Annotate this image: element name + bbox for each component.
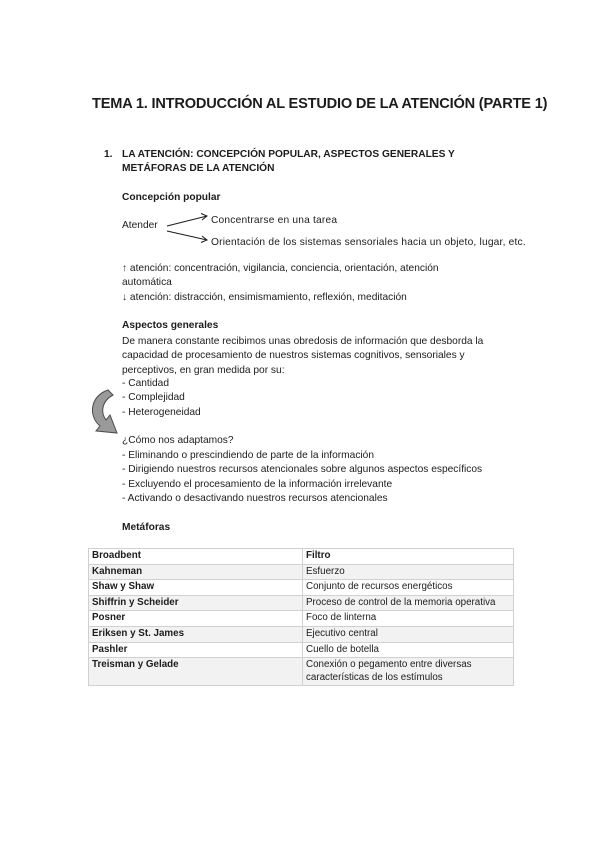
causes-list (122, 377, 201, 420)
table-row (89, 611, 514, 627)
up-line: automática (122, 277, 172, 289)
list-item: - Complejidad (122, 392, 185, 404)
table-cell: Conjunto de recursos energéticos (303, 580, 514, 596)
table-row (89, 595, 514, 611)
table-cell: Shaw y Shaw (89, 580, 303, 596)
up-line: ↑ atención: concentración, vigilancia, conciencia, orientación, atención (122, 263, 439, 274)
page-title: TEMA 1. INTRODUCCIÓN AL ESTUDIO DE LA ATENCIÓN (PARTE 1) (92, 96, 548, 112)
adaptation-question (122, 434, 234, 448)
branch-2: Orientación de los sistemas sensoriales hacia un objeto, lugar, etc. (211, 237, 526, 248)
list-item: - Activando o desactivando nuestros recursos atencionales (122, 493, 388, 505)
para-line: De manera constante recibimos unas obredosis de información que desborda la (122, 336, 484, 347)
table-cell: Kahneman (89, 564, 303, 580)
section-number: 1. (104, 149, 113, 160)
branch-arrows-icon (164, 210, 214, 246)
branch-1: Concentrarse en una tarea (211, 215, 338, 226)
table-cell: Pashler (89, 642, 303, 658)
table-cell: Eriksen y St. James (89, 626, 303, 642)
table-cell: Posner (89, 611, 303, 627)
question: ¿Cómo nos adaptamos? (122, 435, 234, 446)
atencion-down (122, 291, 407, 305)
table-cell: Cuello de botella (303, 642, 514, 658)
adaptation-answers (122, 449, 482, 507)
aspectos-heading: Aspectos generales (122, 320, 219, 331)
table-cell: Shiffrin y Scheider (89, 595, 303, 611)
list-item: - Dirigiendo nuestros recursos atencionales sobre algunos aspectos específicos (122, 464, 483, 476)
concepcion-heading: Concepción popular (122, 192, 221, 203)
curved-arrow-icon (84, 388, 124, 444)
table-cell: Ejecutivo central (303, 626, 514, 642)
table-cell: Broadbent (89, 549, 303, 565)
list-item: - Cantidad (122, 378, 170, 389)
section-title (122, 148, 482, 176)
down-line: ↓ atención: distracción, ensimismamiento, reflexión, meditación (122, 292, 407, 303)
para-line: perceptivos, en gran medida por su: (122, 364, 285, 376)
metaforas-heading: Metáforas (122, 522, 171, 533)
table-cell: Foco de linterna (303, 611, 514, 627)
table-cell: Proceso de control de la memoria operativa (303, 595, 514, 611)
table-cell: Esfuerzo (303, 564, 514, 580)
metaforas-table (88, 548, 514, 686)
table-row (89, 564, 514, 580)
table-row (89, 580, 514, 596)
list-item: - Excluyendo el procesamiento de la información irrelevante (122, 478, 393, 490)
section-title-line: METÁFORAS DE LA ATENCIÓN (122, 163, 275, 174)
list-item: - Eliminando o prescindiendo de parte de la información (122, 450, 375, 461)
table-row (89, 549, 514, 565)
para-line: capacidad de procesamiento de nuestros sistemas cognitivos, sensoriales y (122, 350, 465, 362)
section-title-line: LA ATENCIÓN: CONCEPCIÓN POPULAR, ASPECTOS GENERALES Y (122, 149, 455, 160)
list-item: - Heterogeneidad (122, 406, 201, 418)
table-row (89, 658, 514, 686)
aspectos-paragraph (122, 335, 514, 378)
atencion-up (122, 262, 439, 291)
atender-label: Atender (122, 220, 158, 231)
table-cell: Treisman y Gelade (89, 658, 303, 686)
table-cell: Conexión o pegamento entre diversas características de los estímulos (303, 658, 514, 686)
table-cell: Filtro (303, 549, 514, 565)
table-row (89, 642, 514, 658)
table-row (89, 626, 514, 642)
